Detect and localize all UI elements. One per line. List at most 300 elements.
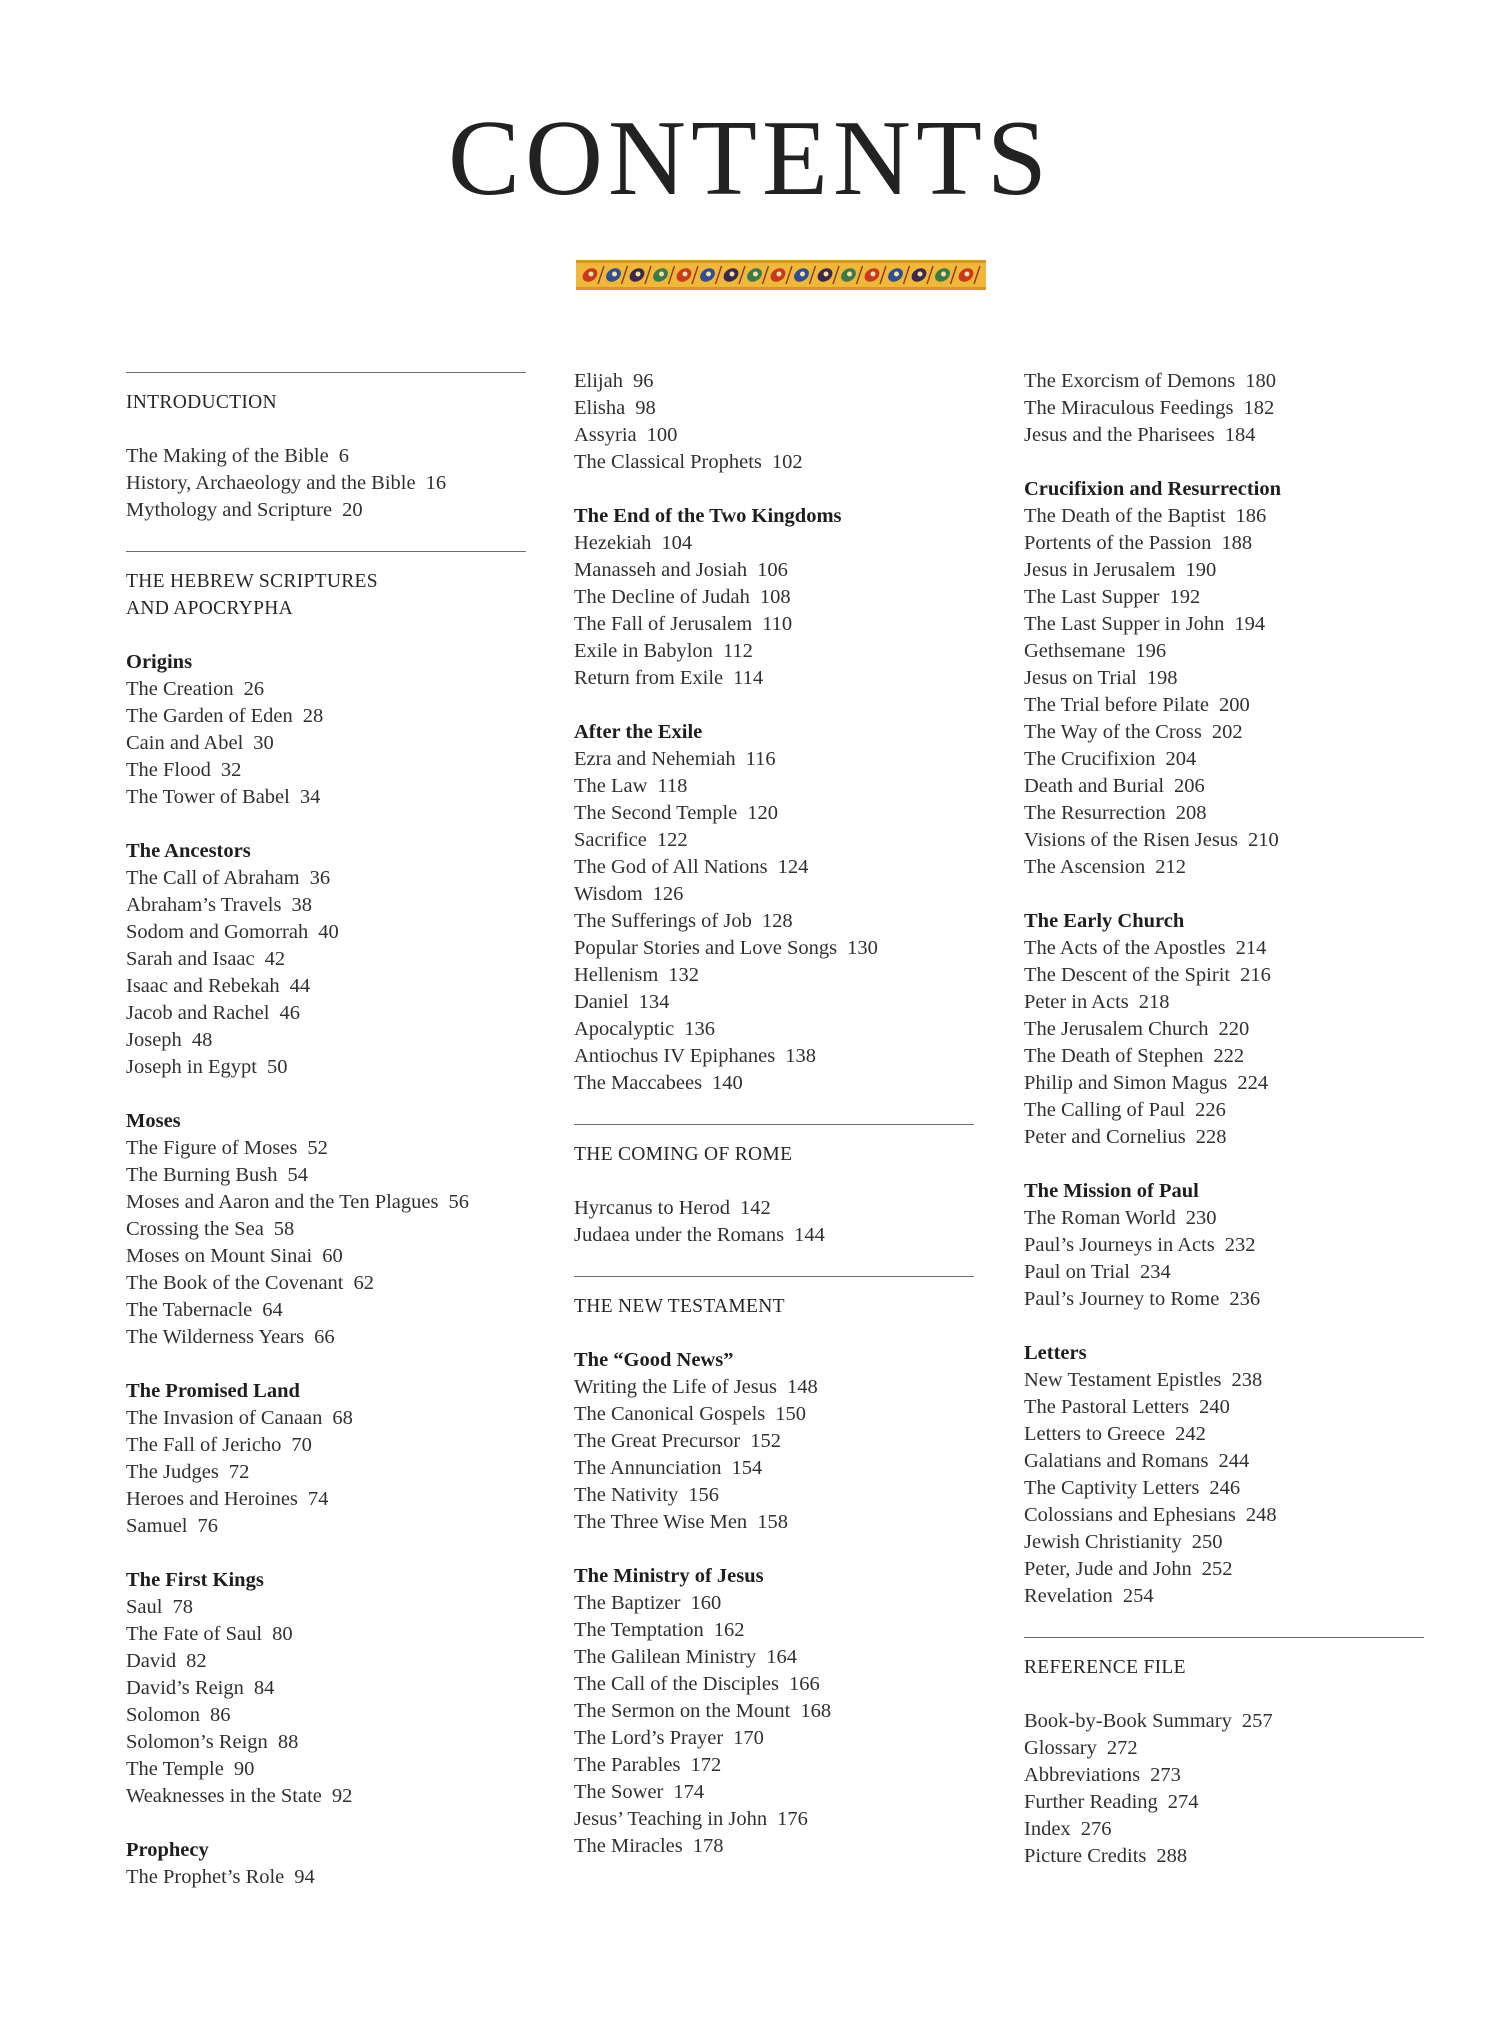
entry-title: The Resurrection — [1024, 802, 1166, 824]
group-title: The Ancestors — [126, 840, 251, 862]
contents-group — [126, 1567, 526, 1810]
entry-title: The Fall of Jericho — [126, 1434, 282, 1456]
entry-title: The Death of Stephen — [1024, 1045, 1204, 1067]
entry-title: The Invasion of Canaan — [126, 1407, 323, 1429]
page-number: 106 — [757, 559, 788, 581]
page-number: 94 — [294, 1866, 315, 1888]
contents-entry — [126, 1000, 526, 1027]
contents-group — [126, 1108, 526, 1351]
entry-title: The Fall of Jerusalem — [574, 613, 753, 635]
contents-entry — [574, 449, 974, 476]
contents-group — [126, 649, 526, 811]
group-title: The Mission of Paul — [1024, 1180, 1199, 1202]
page-number: 124 — [777, 856, 809, 878]
page-number: 40 — [318, 921, 339, 943]
contents-entry — [574, 1644, 974, 1671]
entry-title: The Ascension — [1024, 856, 1146, 878]
contents-entry — [126, 757, 526, 784]
contents-entry — [574, 1806, 974, 1833]
page-number: 156 — [688, 1484, 719, 1506]
page-number: 240 — [1199, 1396, 1230, 1418]
contents-entry — [574, 1222, 974, 1249]
contents-entry — [126, 1513, 526, 1540]
part-title-line: AND APOCRYPHA — [126, 598, 293, 619]
entry-title: The Galilean Ministry — [574, 1646, 757, 1668]
entry-title: Hezekiah — [574, 532, 652, 554]
page-number: 204 — [1165, 748, 1197, 770]
page-number: 54 — [287, 1164, 308, 1186]
entry-title: Further Reading — [1024, 1791, 1158, 1813]
part-title-line: THE COMING OF ROME — [574, 1144, 793, 1165]
contents-entry — [126, 1864, 526, 1891]
contents-group — [126, 1837, 526, 1891]
contents-group — [1024, 908, 1424, 1151]
contents-entry — [574, 665, 974, 692]
contents-entry — [126, 1405, 526, 1432]
contents-entry — [126, 676, 526, 703]
entry-title: Peter and Cornelius — [1024, 1126, 1186, 1148]
contents-entry — [126, 1243, 526, 1270]
contents-group — [574, 503, 974, 692]
entry-title: The Descent of the Spirit — [1024, 964, 1231, 986]
contents-column-right — [1024, 350, 1424, 1897]
entry-title: The Law — [574, 775, 648, 797]
entry-title: The Way of the Cross — [1024, 721, 1202, 743]
contents-entry — [574, 746, 974, 773]
contents-entry — [1024, 1448, 1424, 1475]
entry-title: The Miracles — [574, 1835, 683, 1857]
contents-entry — [1024, 1286, 1424, 1313]
page-number: 158 — [757, 1511, 788, 1533]
page-number: 176 — [777, 1808, 808, 1830]
contents-group — [126, 838, 526, 1081]
contents-entry — [126, 1162, 526, 1189]
page-number: 274 — [1167, 1791, 1199, 1813]
page-number: 208 — [1175, 802, 1207, 824]
contents-entry — [1024, 1043, 1424, 1070]
entry-title: Sarah and Isaac — [126, 948, 255, 970]
contents-entry — [126, 497, 526, 524]
page-number: 246 — [1209, 1477, 1241, 1499]
entry-title: Death and Burial — [1024, 775, 1165, 797]
entry-title: Isaac and Rebekah — [126, 975, 280, 997]
part-title-line: INTRODUCTION — [126, 392, 277, 413]
entry-title: The Tower of Babel — [126, 786, 290, 808]
part-divider — [126, 372, 526, 373]
part-divider — [1024, 1637, 1424, 1638]
page-number: 200 — [1219, 694, 1250, 716]
contents-group — [1024, 476, 1424, 881]
page-number: 272 — [1106, 1737, 1138, 1759]
page-number: 194 — [1234, 613, 1266, 635]
entry-title: The Book of the Covenant — [126, 1272, 344, 1294]
entry-title: The Temple — [126, 1758, 224, 1780]
page-number: 252 — [1201, 1558, 1233, 1580]
entry-title: Peter in Acts — [1024, 991, 1129, 1013]
entry-title: The Creation — [126, 678, 234, 700]
part-divider — [574, 1276, 974, 1277]
contents-entry — [1024, 1556, 1424, 1583]
entry-title: The Annunciation — [574, 1457, 722, 1479]
part-title — [1024, 1654, 1424, 1681]
page-number: 76 — [197, 1515, 218, 1537]
page-number: 56 — [448, 1191, 469, 1213]
contents-entry — [1024, 935, 1424, 962]
contents-entry — [1024, 1735, 1424, 1762]
page-number: 70 — [291, 1434, 312, 1456]
contents-entry — [126, 443, 526, 470]
page-number: 42 — [264, 948, 286, 970]
entry-title: Joseph in Egypt — [126, 1056, 257, 1078]
page-number: 36 — [309, 867, 331, 889]
entry-title: The Exorcism of Demons — [1024, 370, 1236, 392]
contents-entry — [126, 1621, 526, 1648]
contents-entry — [1024, 1394, 1424, 1421]
part-section — [574, 368, 974, 1097]
contents-entry — [574, 1671, 974, 1698]
page-number: 104 — [661, 532, 693, 554]
page-number: 218 — [1138, 991, 1170, 1013]
page-number: 232 — [1224, 1234, 1256, 1256]
page-number: 226 — [1195, 1099, 1226, 1121]
group-title: The Ministry of Jesus — [574, 1565, 764, 1587]
part-section — [574, 1276, 974, 1860]
page-number: 242 — [1175, 1423, 1206, 1445]
entry-title: Writing the Life of Jesus — [574, 1376, 777, 1398]
entry-title: Hellenism — [574, 964, 659, 986]
contents-group — [574, 1563, 974, 1860]
contents-entry — [126, 784, 526, 811]
entry-title: The Crucifixion — [1024, 748, 1156, 770]
contents-entry — [126, 1702, 526, 1729]
page-number: 186 — [1235, 505, 1267, 527]
page-number: 288 — [1156, 1845, 1188, 1867]
page-number: 144 — [794, 1224, 825, 1246]
contents-entry — [1024, 962, 1424, 989]
page-number: 206 — [1174, 775, 1205, 797]
page-number: 148 — [787, 1376, 818, 1398]
part-divider — [126, 551, 526, 552]
entry-title: Elisha — [574, 397, 626, 419]
contents-entry — [1024, 557, 1424, 584]
entry-title: Abraham’s Travels — [126, 894, 282, 916]
entry-title: The Wilderness Years — [126, 1326, 305, 1348]
contents-group — [1024, 368, 1424, 449]
page-number: 86 — [210, 1704, 231, 1726]
entry-title: The Figure of Moses — [126, 1137, 298, 1159]
contents-entry — [1024, 989, 1424, 1016]
contents-entry — [574, 1043, 974, 1070]
entry-title: The Temptation — [574, 1619, 704, 1641]
page-number: 84 — [253, 1677, 275, 1699]
contents-entry — [1024, 422, 1424, 449]
page-number: 244 — [1218, 1450, 1250, 1472]
page-number: 168 — [800, 1700, 832, 1722]
page-number: 60 — [322, 1245, 343, 1267]
entry-title: Daniel — [574, 991, 629, 1013]
entry-title: Exile in Babylon — [574, 640, 713, 662]
entry-title: Manasseh and Josiah — [574, 559, 748, 581]
entry-title: Mythology and Scripture — [126, 499, 333, 521]
contents-entry — [126, 1729, 526, 1756]
entry-title: Joseph — [126, 1029, 182, 1051]
entry-title: The Burning Bush — [126, 1164, 278, 1186]
entry-title: Heroes and Heroines — [126, 1488, 298, 1510]
entry-title: Cain and Abel — [126, 732, 244, 754]
page-number: 38 — [291, 894, 312, 916]
entry-title: The Call of Abraham — [126, 867, 300, 889]
page-number: 64 — [262, 1299, 283, 1321]
page-number: 164 — [766, 1646, 797, 1668]
contents-entry — [574, 1428, 974, 1455]
contents-entry — [574, 611, 974, 638]
page-number: 180 — [1245, 370, 1276, 392]
page-number: 192 — [1169, 586, 1201, 608]
entry-title: Solomon — [126, 1704, 201, 1726]
contents-entry — [1024, 1070, 1424, 1097]
page-number: 112 — [722, 640, 753, 662]
entry-title: Abbreviations — [1024, 1764, 1141, 1786]
page-number: 202 — [1211, 721, 1243, 743]
page-number: 216 — [1240, 964, 1271, 986]
page-number: 210 — [1248, 829, 1279, 851]
entry-title: The Last Supper in John — [1024, 613, 1225, 635]
page-number: 120 — [747, 802, 779, 824]
contents-entry — [574, 1401, 974, 1428]
page-number: 248 — [1245, 1504, 1277, 1526]
group-title: The Promised Land — [126, 1380, 300, 1402]
contents-entry — [574, 854, 974, 881]
contents-entry — [1024, 584, 1424, 611]
contents-group — [1024, 1178, 1424, 1313]
entry-title: The Jerusalem Church — [1024, 1018, 1209, 1040]
contents-entry — [574, 638, 974, 665]
entry-title: The Sower — [574, 1781, 664, 1803]
entry-title: Popular Stories and Love Songs — [574, 937, 838, 959]
contents-column-left — [126, 350, 526, 1918]
group-title: Prophecy — [126, 1839, 209, 1861]
group-title: Moses — [126, 1110, 181, 1132]
entry-title: The Call of the Disciples — [574, 1673, 779, 1695]
page-number: 150 — [775, 1403, 807, 1425]
page-number: 162 — [713, 1619, 745, 1641]
contents-entry — [574, 773, 974, 800]
contents-entry — [126, 1216, 526, 1243]
contents-entry — [1024, 1529, 1424, 1556]
page-number: 122 — [656, 829, 688, 851]
entry-title: The Calling of Paul — [1024, 1099, 1186, 1121]
contents-entry — [1024, 638, 1424, 665]
contents-entry — [574, 1590, 974, 1617]
entry-title: David’s Reign — [126, 1677, 244, 1699]
page-number: 32 — [220, 759, 242, 781]
page-number: 114 — [733, 667, 764, 689]
group-title: The First Kings — [126, 1569, 264, 1591]
page-number: 172 — [690, 1754, 722, 1776]
page-number: 160 — [690, 1592, 722, 1614]
entry-title: Saul — [126, 1596, 163, 1618]
page-number: 50 — [266, 1056, 288, 1078]
contents-entry — [574, 1833, 974, 1860]
entry-title: The Parables — [574, 1754, 681, 1776]
page-number: 228 — [1195, 1126, 1227, 1148]
page-number: 102 — [771, 451, 803, 473]
contents-group — [1024, 1708, 1424, 1870]
contents-entry — [574, 1455, 974, 1482]
contents-entry — [1024, 1232, 1424, 1259]
entry-title: The Trial before Pilate — [1024, 694, 1210, 716]
contents-entry — [126, 1027, 526, 1054]
entry-title: Jesus and the Pharisees — [1024, 424, 1215, 446]
contents-entry — [126, 946, 526, 973]
contents-entry — [126, 1270, 526, 1297]
contents-entry — [574, 395, 974, 422]
entry-title: Sodom and Gomorrah — [126, 921, 309, 943]
group-title: The “Good News” — [574, 1349, 734, 1371]
entry-title: The Three Wise Men — [574, 1511, 748, 1533]
contents-entry — [574, 557, 974, 584]
entry-title: The Death of the Baptist — [1024, 505, 1226, 527]
contents-entry — [1024, 854, 1424, 881]
group-title: The Early Church — [1024, 910, 1185, 932]
contents-entry — [126, 1594, 526, 1621]
part-title — [574, 1141, 974, 1168]
contents-entry — [126, 1783, 526, 1810]
entry-title: The Canonical Gospels — [574, 1403, 766, 1425]
contents-entry — [1024, 1789, 1424, 1816]
entry-title: Crossing the Sea — [126, 1218, 264, 1240]
entry-title: Revelation — [1024, 1585, 1113, 1607]
contents-entry — [1024, 1124, 1424, 1151]
contents-entry — [1024, 1816, 1424, 1843]
entry-title: The Roman World — [1024, 1207, 1176, 1229]
contents-entry — [126, 973, 526, 1000]
entry-title: The Making of the Bible — [126, 445, 329, 467]
contents-entry — [1024, 368, 1424, 395]
page-number: 254 — [1122, 1585, 1154, 1607]
contents-entry — [574, 989, 974, 1016]
entry-title: David — [126, 1650, 177, 1672]
page-number: 140 — [712, 1072, 743, 1094]
page-number: 134 — [638, 991, 670, 1013]
page-number: 58 — [273, 1218, 295, 1240]
contents-entry — [574, 962, 974, 989]
entry-title: The Captivity Letters — [1024, 1477, 1200, 1499]
contents-entry — [1024, 395, 1424, 422]
contents-entry — [1024, 1708, 1424, 1735]
contents-group — [574, 719, 974, 1097]
page-number: 136 — [684, 1018, 715, 1040]
page-number: 224 — [1237, 1072, 1269, 1094]
page-number: 118 — [657, 775, 688, 797]
entry-title: Portents of the Passion — [1024, 532, 1212, 554]
contents-group — [574, 368, 974, 476]
contents-entry — [126, 730, 526, 757]
contents-group — [126, 443, 526, 524]
page-number: 130 — [847, 937, 878, 959]
part-section — [126, 372, 526, 524]
entry-title: Paul on Trial — [1024, 1261, 1130, 1283]
page-number: 74 — [307, 1488, 329, 1510]
entry-title: Gethsemane — [1024, 640, 1126, 662]
page-number: 80 — [272, 1623, 293, 1645]
page-number: 132 — [668, 964, 700, 986]
page-number: 28 — [302, 705, 324, 727]
entry-title: Index — [1024, 1818, 1071, 1840]
entry-title: Return from Exile — [574, 667, 724, 689]
entry-title: Jewish Christianity — [1024, 1531, 1182, 1553]
contents-entry — [1024, 1843, 1424, 1870]
entry-title: The Second Temple — [574, 802, 738, 824]
contents-group — [1024, 1340, 1424, 1610]
page-number: 257 — [1241, 1710, 1273, 1732]
page-number: 188 — [1221, 532, 1253, 554]
part-section — [1024, 1637, 1424, 1870]
contents-entry — [126, 1459, 526, 1486]
contents-entry — [126, 1189, 526, 1216]
entry-title: Visions of the Risen Jesus — [1024, 829, 1239, 851]
page-number: 276 — [1080, 1818, 1112, 1840]
page-number: 82 — [186, 1650, 207, 1672]
entry-title: Galatians and Romans — [1024, 1450, 1209, 1472]
page-number: 273 — [1150, 1764, 1181, 1786]
page-number: 30 — [253, 732, 274, 754]
contents-entry — [1024, 1421, 1424, 1448]
entry-title: Jesus on Trial — [1024, 667, 1137, 689]
entry-title: Antiochus IV Epiphanes — [574, 1045, 776, 1067]
entry-title: The Nativity — [574, 1484, 679, 1506]
contents-entry — [1024, 1259, 1424, 1286]
entry-title: Sacrifice — [574, 829, 647, 851]
part-section — [574, 1124, 974, 1249]
page-number: 154 — [731, 1457, 763, 1479]
contents-entry — [1024, 1016, 1424, 1043]
entry-title: The Prophet’s Role — [126, 1866, 285, 1888]
entry-title: The Classical Prophets — [574, 451, 762, 473]
contents-entry — [1024, 773, 1424, 800]
page-number: 196 — [1135, 640, 1167, 662]
page-number: 108 — [759, 586, 791, 608]
entry-title: The Sermon on the Mount — [574, 1700, 791, 1722]
entry-title: Apocalyptic — [574, 1018, 675, 1040]
contents-entry — [574, 1482, 974, 1509]
contents-entry — [126, 1648, 526, 1675]
page-number: 142 — [739, 1197, 771, 1219]
group-title: Crucifixion and Resurrection — [1024, 478, 1282, 500]
contents-entry — [574, 908, 974, 935]
page-number: 184 — [1224, 424, 1256, 446]
contents-entry — [1024, 1583, 1424, 1610]
entry-title: Wisdom — [574, 883, 643, 905]
part-section — [126, 551, 526, 1891]
page-number: 20 — [342, 499, 363, 521]
page-number: 96 — [632, 370, 654, 392]
contents-entry — [126, 1297, 526, 1324]
part-title-line: THE NEW TESTAMENT — [574, 1296, 785, 1317]
entry-title: Assyria — [574, 424, 637, 446]
page-number: 6 — [338, 445, 349, 467]
part-title — [574, 1293, 974, 1320]
entry-title: Peter, Jude and John — [1024, 1558, 1192, 1580]
part-title — [126, 389, 526, 416]
part-title-line: THE HEBREW SCRIPTURES — [126, 571, 378, 592]
contents-entry — [1024, 719, 1424, 746]
contents-entry — [1024, 692, 1424, 719]
page-number: 46 — [279, 1002, 300, 1024]
page-number: 174 — [673, 1781, 705, 1803]
entry-title: Weaknesses in the State — [126, 1785, 322, 1807]
group-title: After the Exile — [574, 721, 703, 743]
